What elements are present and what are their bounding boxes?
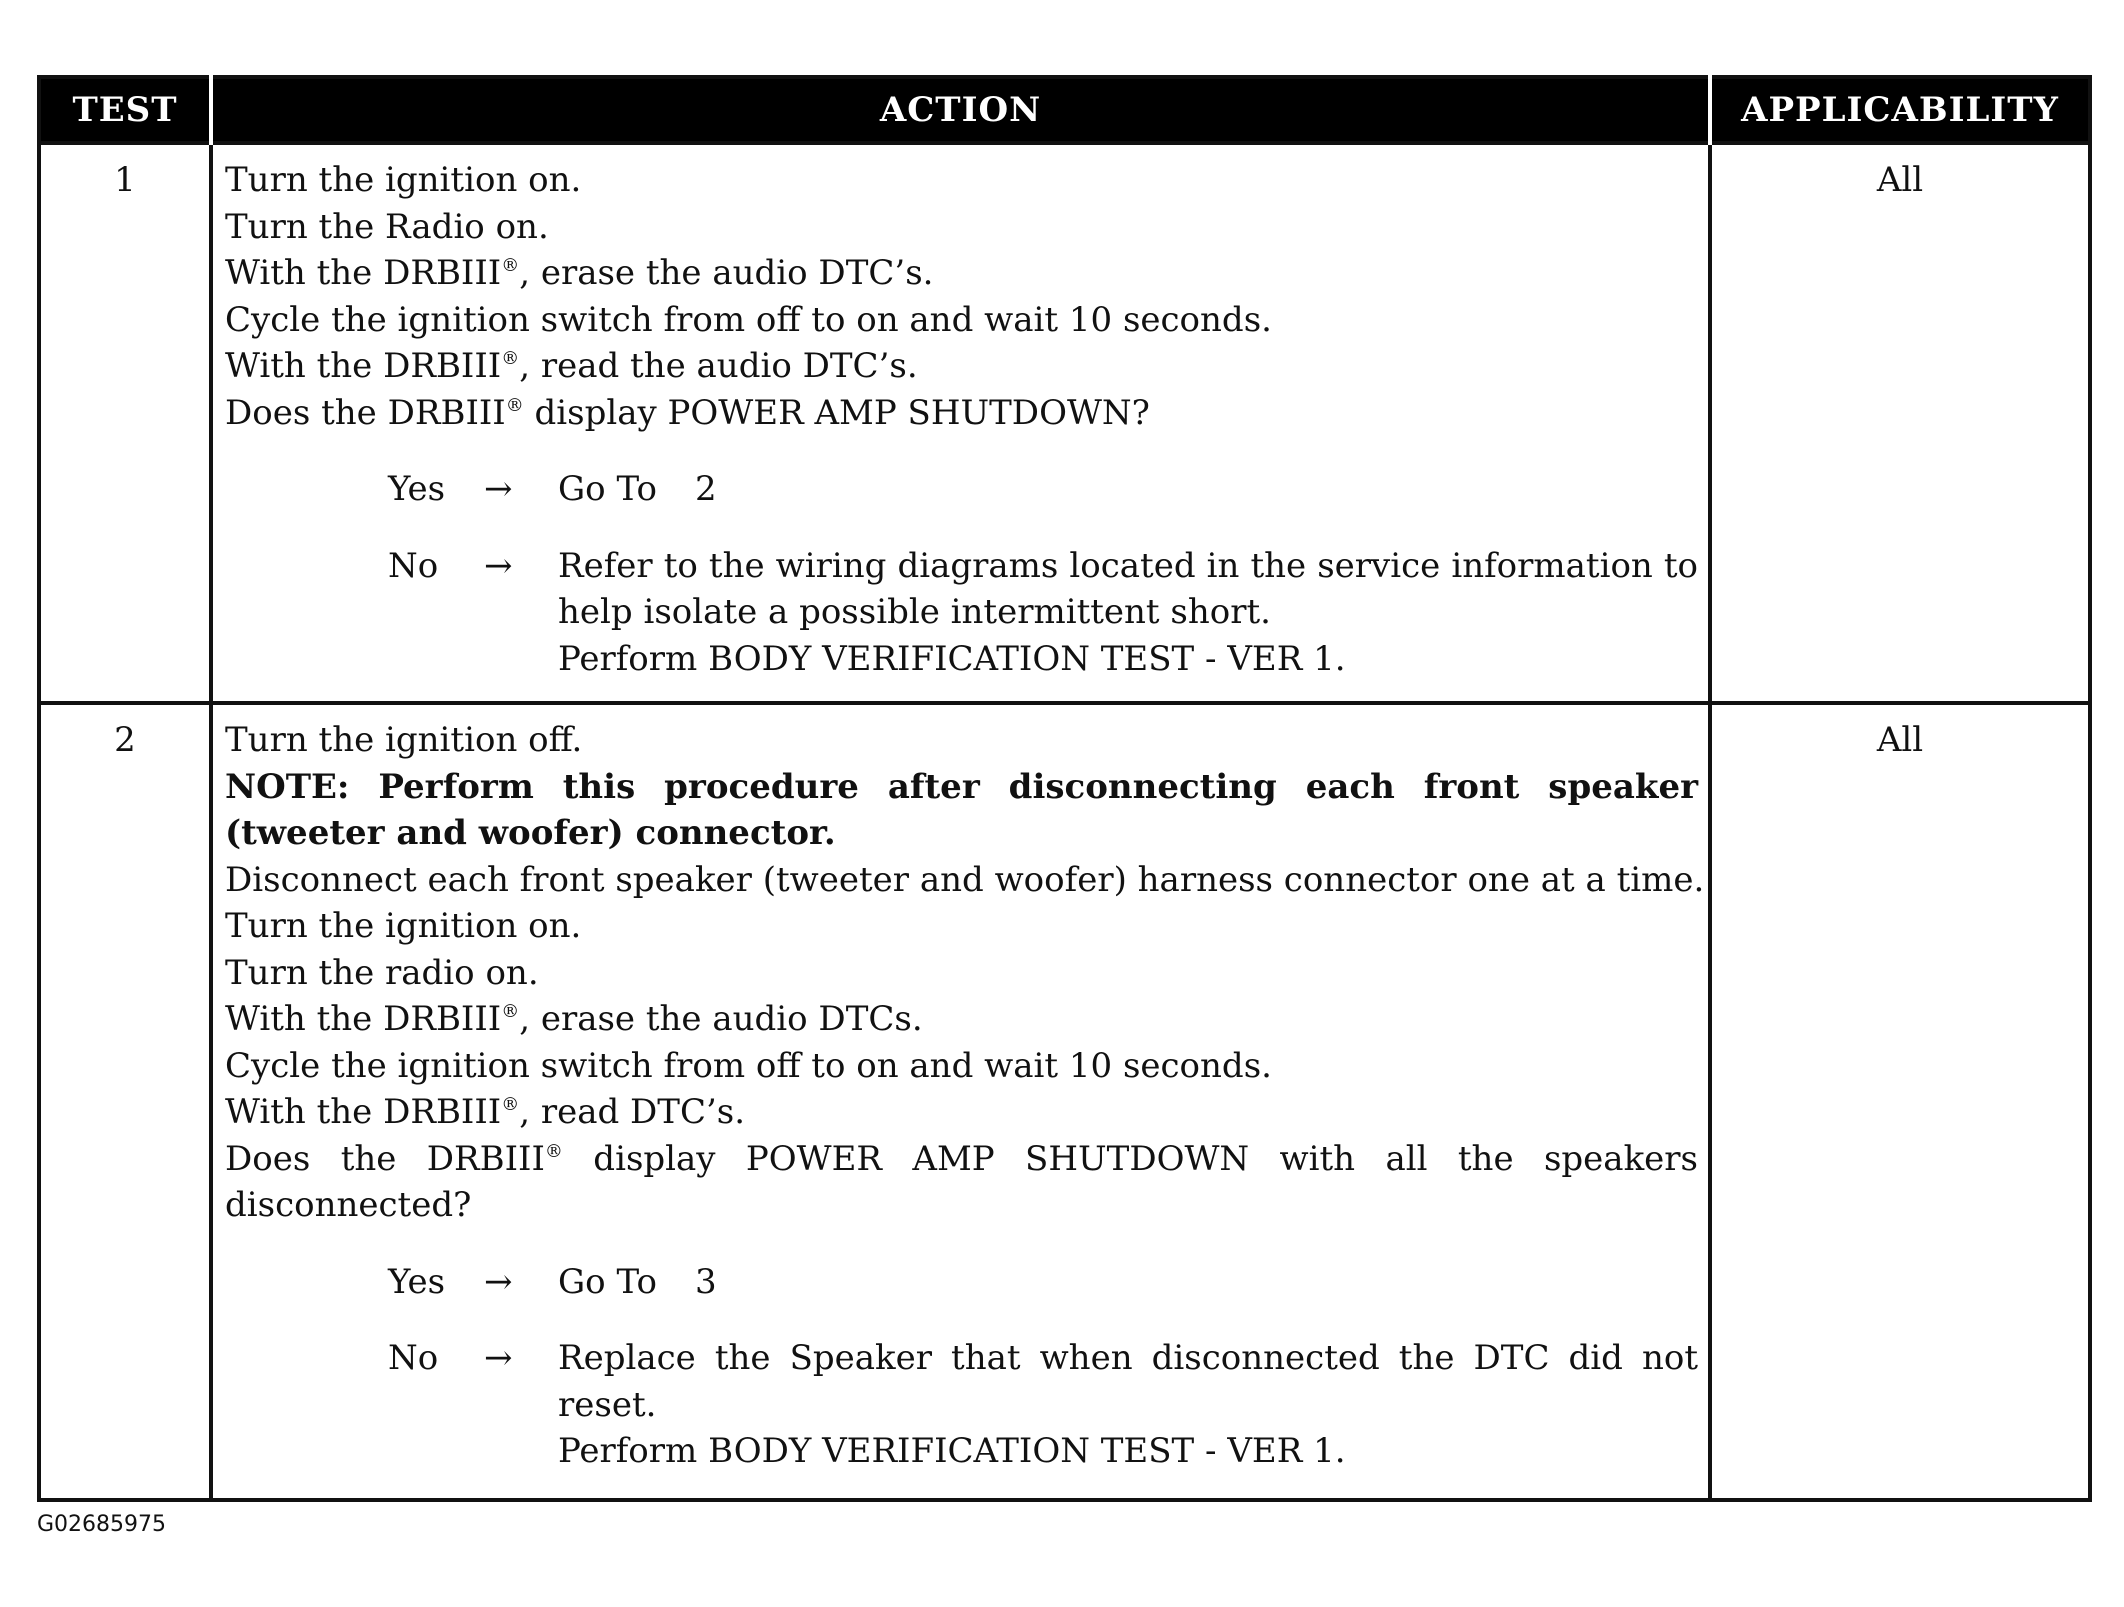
- registered-mark: ®: [505, 394, 524, 416]
- registered-mark: ®: [501, 1094, 520, 1115]
- yes-branch: [388, 1259, 1698, 1306]
- goto-test-number: 3: [694, 1261, 717, 1302]
- test-number: 2: [39, 703, 211, 1500]
- arrow-icon: →: [484, 1261, 513, 1302]
- goto-instruction: Go To 2: [558, 469, 717, 509]
- no-result-text: Refer to the wiring diagrams located in the service information to help isolate a possible intermittent short.: [558, 545, 1698, 632]
- arrow-icon: →: [484, 1338, 513, 1378]
- yes-branch: [388, 466, 1698, 513]
- action-line: With the DRBIII®, erase the audio DTCs.: [225, 999, 923, 1039]
- no-branch: [388, 543, 1698, 683]
- perform-verification: Perform BODY VERIFICATION TEST - VER 1.: [558, 638, 1346, 679]
- action-line: Cycle the ignition switch from off to on and wait 10 seconds.: [225, 1045, 1272, 1086]
- registered-mark: ®: [544, 1140, 563, 1162]
- header-applicability: APPLICABILITY: [1710, 77, 2090, 143]
- header-action: ACTION: [211, 77, 1710, 143]
- action-question: Does the DRBIII® display POWER AMP SHUTDOWN with all the speakers disconnected?: [225, 1138, 1698, 1225]
- applicability-value: All: [1710, 703, 2090, 1500]
- action-line: With the DRBIII®, read DTC’s.: [225, 1092, 746, 1132]
- applicability-value: All: [1710, 143, 2090, 703]
- table-row: [39, 703, 2090, 1500]
- diagnostic-test-table: [37, 75, 2092, 1502]
- header-test: TEST: [39, 77, 211, 143]
- perform-verification: Perform BODY VERIFICATION TEST - VER 1.: [558, 1431, 1346, 1471]
- registered-mark: ®: [501, 1001, 520, 1022]
- action-line: Disconnect each front speaker (tweeter and woofer) harness connector one at a time.: [225, 859, 1705, 900]
- no-label: No: [388, 545, 439, 586]
- table-header-row: [39, 77, 2090, 143]
- arrow-icon: →: [484, 469, 513, 509]
- goto-instruction: Go To 3: [558, 1261, 717, 1302]
- no-branch: [388, 1335, 1698, 1475]
- registered-mark: ®: [501, 255, 520, 276]
- arrow-icon: →: [484, 545, 513, 586]
- action-line: Turn the ignition on.: [225, 906, 582, 946]
- action-line: Turn the Radio on.: [225, 206, 549, 247]
- no-result: [558, 543, 1698, 683]
- registered-mark: ®: [501, 348, 520, 369]
- table-row: [39, 143, 2090, 703]
- yes-label: Yes: [388, 469, 446, 509]
- no-result-text: Replace the Speaker that when disconnected the DTC did not reset.: [558, 1338, 1698, 1425]
- goto-test-number: 2: [694, 469, 717, 509]
- action-line: With the DRBIII®, erase the audio DTC’s.: [225, 253, 934, 293]
- action-line: Turn the ignition on.: [225, 160, 582, 200]
- action-line: Does the DRBIII® display POWER AMP SHUTDOWN?: [225, 392, 1150, 433]
- action-line: With the DRBIII®, read the audio DTC’s.: [225, 346, 918, 386]
- action-line: Turn the ignition off.: [225, 720, 583, 760]
- action-cell: [211, 143, 1710, 703]
- no-label: No: [388, 1338, 439, 1378]
- note-text: NOTE: Perform this procedure after disconnecting each front speaker (tweeter and woofer) connector.: [225, 766, 1698, 853]
- no-result: [558, 1335, 1698, 1475]
- yes-label: Yes: [388, 1261, 446, 1302]
- action-cell: [211, 703, 1710, 1500]
- figure-id: G02685975: [37, 1512, 167, 1537]
- action-line: Cycle the ignition switch from off to on and wait 10 seconds.: [225, 299, 1272, 340]
- action-line: Turn the radio on.: [225, 952, 539, 993]
- test-number: 1: [39, 143, 211, 703]
